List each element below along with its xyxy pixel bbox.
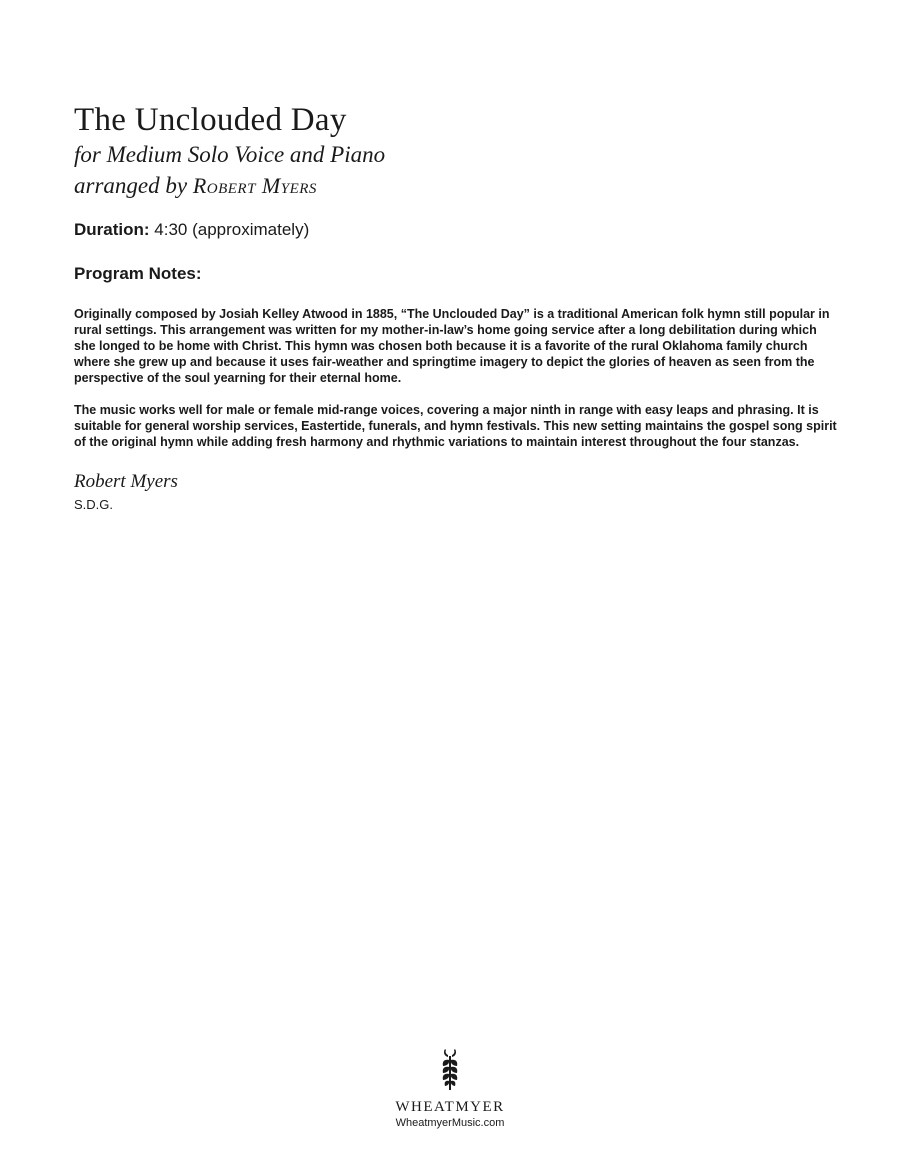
program-notes-paragraph: The music works well for male or female mid-range voices, covering a major ninth in range with easy leaps and phrasing. It is suitable for general worship services, Eastertide, funerals, and hymn festivals. This new setting maintains the gospel song spirit of the original hymn while adding fresh harmony and rhythmic variations to maintain interest throughout the four stanzas. <box>74 403 837 449</box>
signature-closing: S.D.G. <box>74 497 114 512</box>
arranged-by-prefix: arranged by <box>74 173 193 198</box>
program-notes-heading: Program Notes: <box>74 264 202 283</box>
duration <box>74 218 838 242</box>
arranger-name: Robert Myers <box>192 173 317 198</box>
signature-name: Robert Myers <box>74 471 178 492</box>
arranger-line <box>74 170 838 202</box>
subtitle: for Medium Solo Voice and Piano <box>74 142 386 167</box>
publisher-name: WHEATMYER <box>395 1099 505 1115</box>
publisher-url[interactable]: WheatmyerMusic.com <box>395 1117 505 1129</box>
wheat-icon <box>439 1046 461 1092</box>
duration-value: 4:30 (approximately) <box>149 220 310 239</box>
document-page <box>74 100 838 514</box>
duration-label: Duration: <box>74 220 150 239</box>
publisher-footer <box>0 1046 900 1131</box>
page-title: The Unclouded Day <box>74 102 347 138</box>
program-notes-paragraph: Originally composed by Josiah Kelley Atwood in 1885, “The Unclouded Day” is a traditional American folk hymn still popular in rural settings. This arrangement was written for my mother-in-law’s home going service after a long debilitation during which she longed to be home with Christ. This hymn was chosen both because it is a favorite of the rural Oklahoma family church where she grew up and because it uses fair-weather and springtime imagery to depict the glories of heaven as seen from the perspective of the soul yearning for their eternal home. <box>74 307 830 385</box>
